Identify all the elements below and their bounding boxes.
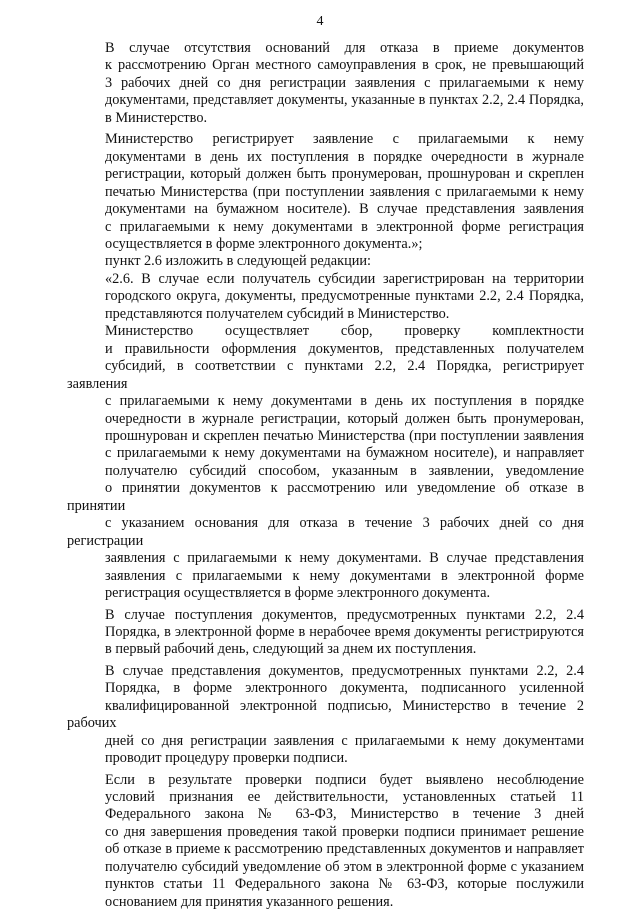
text-line: с указанием основания для отказа в течение 3 рабочих дней со дня регистрации <box>67 515 584 549</box>
text-line: и правильности оформления документов, представленных получателем <box>105 340 584 357</box>
text-line: пунктов статьи 11 Федерального закона № 63-ФЗ, которые послужили <box>105 876 584 893</box>
paragraph-clause-2-6 <box>67 271 584 323</box>
text-line: печатью Министерства (при поступлении заявления с прилагаемыми к нему <box>105 183 584 200</box>
text-line: об отказе в приеме к рассмотрению представленных документов и направляет <box>105 841 584 858</box>
text-line: Порядка, в форме электронного документа, подписанного усиленной <box>105 680 584 697</box>
text-line: прошнурован и скреплен печатью Министерства (при поступлении заявления <box>105 427 584 444</box>
text-line: с прилагаемыми к нему документами в день их поступления в порядке <box>105 393 584 410</box>
text-line: городского округа, документы, предусмотренные пунктами 2.2, 2.4 Порядка, <box>105 288 584 305</box>
text-line: Федерального закона № 63-ФЗ, Министерство в течение 3 дней <box>105 806 584 823</box>
text-line: дней со дня регистрации заявления с прилагаемыми к нему документами <box>105 732 584 749</box>
text-line: заявления с прилагаемыми к нему документами. В случае представления <box>105 550 584 567</box>
text-line: к рассмотрению Орган местного самоуправления в срок, не превышающий <box>105 57 584 74</box>
text-line: в Министерство. <box>105 109 208 126</box>
text-line: квалифицированной электронной подписью, Министерство в течение 2 рабочих <box>67 697 584 732</box>
text-line: со дня завершения проведения такой проверки подписи принимает решение <box>105 823 584 840</box>
text-line: основанием для принятия указанного решения. <box>105 893 394 910</box>
text-line: В случае отсутствия оснований для отказа в приеме документов <box>105 40 584 56</box>
document-body <box>67 40 584 911</box>
paragraph-signature-check <box>67 663 584 768</box>
paragraph-no-grounds-for-refusal <box>67 40 584 127</box>
text-line: документами на бумажном носителе). В случае представления заявления <box>105 201 584 218</box>
text-line: В случае представления документов, предусмотренных пунктами 2.2, 2.4 <box>105 662 584 679</box>
text-line: заявления с прилагаемыми к нему документами в электронной форме <box>105 567 584 584</box>
text-line: Порядка, в электронной форме в нерабочее время документы регистрируются <box>105 623 584 640</box>
text-line: документами, представляет документы, указанные в пунктах 2.2, 2.4 Порядка, <box>105 92 584 109</box>
paragraph-ministry-collects <box>67 323 584 602</box>
text-line: Министерство регистрирует заявление с прилагаемыми к нему <box>105 131 584 148</box>
text-line: в первый рабочий день, следующий за днем их поступления. <box>105 641 477 658</box>
page-number: 4 <box>316 14 324 29</box>
text-line: «2.6. В случае если получатель субсидии зарегистрирован на территории <box>105 270 584 287</box>
text-line: получателю субсидий уведомление об этом в электронной форме с указанием <box>105 858 584 875</box>
paragraph-signature-noncompliance <box>67 772 584 911</box>
text-line: документами в день их поступления в порядке очередности в журнале <box>105 148 584 165</box>
text-line: очередности в журнале регистрации, который должен быть пронумерован, <box>105 410 584 427</box>
paragraph-amend-clause-2-6 <box>67 253 584 270</box>
text-line: с прилагаемыми к нему документами на бумажном носителе), и направляет <box>105 445 584 462</box>
text-line: Министерство осуществляет сбор, проверку комплектности <box>105 323 584 340</box>
text-line: представляются получателем субсидий в Министерство. <box>105 305 450 322</box>
text-line: В случае поступления документов, предусмотренных пунктами 2.2, 2.4 <box>105 606 584 623</box>
paragraph-nonworking-time <box>67 607 584 659</box>
paragraph-ministry-registers <box>67 131 584 253</box>
text-line: о принятии документов к рассмотрению или уведомление об отказе в принятии <box>67 480 584 514</box>
text-line: регистрация осуществляется в форме электронного документа. <box>105 585 491 602</box>
text-line: 3 рабочих дней со дня регистрации заявления с прилагаемыми к нему <box>105 74 584 91</box>
text-line: с прилагаемыми к нему документами в электронной форме регистрация <box>105 218 584 235</box>
text-line: осуществляется в форме электронного документа.»; <box>105 235 423 252</box>
text-line: пункт 2.6 изложить в следующей редакции: <box>105 253 372 270</box>
text-line: Если в результате проверки подписи будет выявлено несоблюдение <box>105 771 584 788</box>
text-line: получателю субсидий способом, указанным в заявлении, уведомление <box>105 462 584 479</box>
text-line: субсидий, в соответствии с пунктами 2.2, 2.4 Порядка, регистрирует заявления <box>67 358 584 392</box>
text-line: условий признания ее действительности, установленных статьей 11 <box>105 789 584 806</box>
text-line: регистрации, который должен быть пронумерован, прошнурован и скреплен <box>105 166 584 183</box>
text-line: проводит процедуру проверки подписи. <box>105 750 348 767</box>
